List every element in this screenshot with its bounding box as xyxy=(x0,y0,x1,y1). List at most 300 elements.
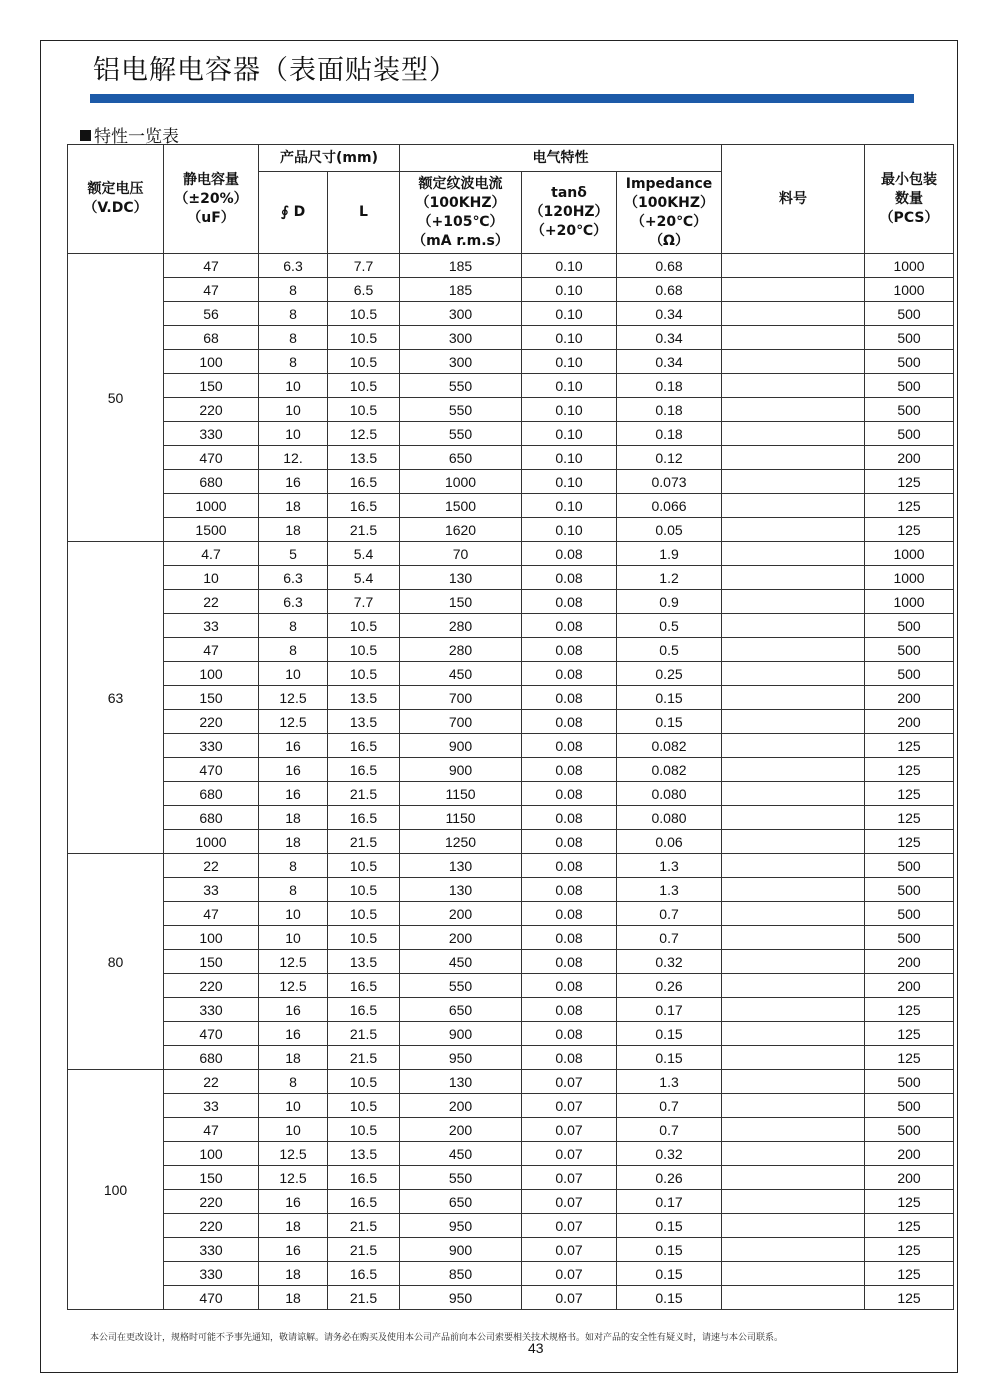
header-electrical: 电气特性 xyxy=(400,145,722,172)
cell-part-number xyxy=(722,1022,865,1046)
cell-dim-d: 10 xyxy=(259,1094,328,1118)
cell-dim-l: 13.5 xyxy=(328,950,400,974)
cell-impedance: 0.18 xyxy=(617,374,722,398)
cell-capacitance: 330 xyxy=(164,1238,259,1262)
cell-tan-delta: 0.07 xyxy=(522,1190,617,1214)
cell-dim-l: 10.5 xyxy=(328,1070,400,1094)
table-row xyxy=(68,782,954,806)
cell-capacitance: 220 xyxy=(164,1190,259,1214)
cell-dim-d: 18 xyxy=(259,518,328,542)
cell-dim-d: 8 xyxy=(259,302,328,326)
cell-part-number xyxy=(722,1238,865,1262)
cell-ripple-current: 650 xyxy=(400,446,522,470)
cell-min-pack: 1000 xyxy=(865,278,954,302)
cell-dim-l: 16.5 xyxy=(328,494,400,518)
square-bullet-icon xyxy=(80,130,91,141)
cell-capacitance: 22 xyxy=(164,1070,259,1094)
cell-dim-d: 16 xyxy=(259,734,328,758)
cell-impedance: 0.26 xyxy=(617,974,722,998)
cell-part-number xyxy=(722,254,865,278)
cell-part-number xyxy=(722,542,865,566)
cell-dim-d: 8 xyxy=(259,614,328,638)
cell-tan-delta: 0.07 xyxy=(522,1118,617,1142)
cell-impedance: 0.7 xyxy=(617,902,722,926)
cell-dim-d: 18 xyxy=(259,1286,328,1310)
cell-min-pack: 125 xyxy=(865,1262,954,1286)
cell-dim-l: 16.5 xyxy=(328,998,400,1022)
cell-capacitance: 680 xyxy=(164,1046,259,1070)
cell-capacitance: 33 xyxy=(164,614,259,638)
table-body xyxy=(68,254,954,1310)
cell-capacitance: 150 xyxy=(164,686,259,710)
title-underline-rule xyxy=(90,94,914,103)
cell-tan-delta: 0.10 xyxy=(522,446,617,470)
cell-rated-voltage: 63 xyxy=(68,542,164,854)
cell-dim-l: 21.5 xyxy=(328,782,400,806)
cell-dim-d: 18 xyxy=(259,806,328,830)
cell-impedance: 0.9 xyxy=(617,590,722,614)
cell-capacitance: 47 xyxy=(164,1118,259,1142)
cell-impedance: 0.12 xyxy=(617,446,722,470)
cell-tan-delta: 0.07 xyxy=(522,1286,617,1310)
cell-impedance: 0.15 xyxy=(617,1238,722,1262)
cell-capacitance: 330 xyxy=(164,734,259,758)
cell-part-number xyxy=(722,1094,865,1118)
cell-dim-d: 8 xyxy=(259,854,328,878)
cell-min-pack: 125 xyxy=(865,494,954,518)
cell-min-pack: 125 xyxy=(865,734,954,758)
cell-part-number xyxy=(722,686,865,710)
cell-impedance: 0.06 xyxy=(617,830,722,854)
cell-tan-delta: 0.08 xyxy=(522,926,617,950)
cell-dim-l: 16.5 xyxy=(328,470,400,494)
cell-ripple-current: 200 xyxy=(400,1094,522,1118)
cell-min-pack: 125 xyxy=(865,1022,954,1046)
cell-dim-l: 5.4 xyxy=(328,566,400,590)
cell-ripple-current: 450 xyxy=(400,662,522,686)
cell-capacitance: 22 xyxy=(164,590,259,614)
cell-tan-delta: 0.07 xyxy=(522,1166,617,1190)
table-row xyxy=(68,1286,954,1310)
cell-part-number xyxy=(722,470,865,494)
cell-min-pack: 200 xyxy=(865,950,954,974)
cell-impedance: 0.5 xyxy=(617,614,722,638)
table-row xyxy=(68,326,954,350)
cell-ripple-current: 1620 xyxy=(400,518,522,542)
cell-dim-d: 16 xyxy=(259,758,328,782)
cell-part-number xyxy=(722,974,865,998)
cell-impedance: 0.5 xyxy=(617,638,722,662)
cell-tan-delta: 0.07 xyxy=(522,1238,617,1262)
cell-tan-delta: 0.10 xyxy=(522,518,617,542)
cell-part-number xyxy=(722,998,865,1022)
cell-impedance: 0.18 xyxy=(617,422,722,446)
cell-dim-l: 10.5 xyxy=(328,398,400,422)
cell-dim-l: 10.5 xyxy=(328,902,400,926)
table-row xyxy=(68,1166,954,1190)
cell-impedance: 0.15 xyxy=(617,1262,722,1286)
cell-min-pack: 125 xyxy=(865,1046,954,1070)
cell-capacitance: 47 xyxy=(164,278,259,302)
cell-dim-d: 18 xyxy=(259,494,328,518)
cell-dim-d: 16 xyxy=(259,1022,328,1046)
table-row xyxy=(68,926,954,950)
header-dimensions: 产品尺寸(mm) xyxy=(259,145,400,172)
cell-ripple-current: 650 xyxy=(400,1190,522,1214)
cell-min-pack: 125 xyxy=(865,830,954,854)
cell-dim-l: 10.5 xyxy=(328,662,400,686)
cell-dim-l: 21.5 xyxy=(328,1238,400,1262)
cell-min-pack: 500 xyxy=(865,1094,954,1118)
cell-dim-d: 10 xyxy=(259,422,328,446)
cell-min-pack: 500 xyxy=(865,1070,954,1094)
table-row xyxy=(68,518,954,542)
cell-ripple-current: 450 xyxy=(400,1142,522,1166)
table-row xyxy=(68,902,954,926)
cell-capacitance: 100 xyxy=(164,350,259,374)
cell-dim-l: 16.5 xyxy=(328,974,400,998)
cell-capacitance: 680 xyxy=(164,782,259,806)
cell-dim-l: 10.5 xyxy=(328,854,400,878)
cell-part-number xyxy=(722,854,865,878)
cell-tan-delta: 0.07 xyxy=(522,1094,617,1118)
cell-impedance: 0.17 xyxy=(617,998,722,1022)
cell-impedance: 0.68 xyxy=(617,278,722,302)
cell-dim-d: 8 xyxy=(259,278,328,302)
cell-dim-d: 12.5 xyxy=(259,950,328,974)
cell-ripple-current: 1250 xyxy=(400,830,522,854)
cell-dim-l: 21.5 xyxy=(328,830,400,854)
diameter-symbol-icon: ∮ xyxy=(280,204,289,220)
cell-min-pack: 125 xyxy=(865,470,954,494)
cell-tan-delta: 0.08 xyxy=(522,974,617,998)
cell-ripple-current: 1150 xyxy=(400,806,522,830)
cell-capacitance: 220 xyxy=(164,974,259,998)
cell-dim-l: 16.5 xyxy=(328,734,400,758)
cell-part-number xyxy=(722,710,865,734)
cell-impedance: 1.3 xyxy=(617,1070,722,1094)
cell-ripple-current: 200 xyxy=(400,1118,522,1142)
cell-part-number xyxy=(722,518,865,542)
table-row xyxy=(68,830,954,854)
cell-capacitance: 1000 xyxy=(164,494,259,518)
cell-impedance: 0.15 xyxy=(617,1214,722,1238)
cell-tan-delta: 0.08 xyxy=(522,1046,617,1070)
cell-dim-d: 18 xyxy=(259,830,328,854)
cell-ripple-current: 850 xyxy=(400,1262,522,1286)
cell-min-pack: 125 xyxy=(865,806,954,830)
cell-tan-delta: 0.07 xyxy=(522,1070,617,1094)
cell-min-pack: 125 xyxy=(865,1190,954,1214)
cell-dim-d: 8 xyxy=(259,1070,328,1094)
cell-tan-delta: 0.08 xyxy=(522,782,617,806)
cell-ripple-current: 185 xyxy=(400,254,522,278)
header-dim-d: ∮ D xyxy=(259,172,328,254)
table-row xyxy=(68,1238,954,1262)
cell-capacitance: 470 xyxy=(164,1022,259,1046)
cell-dim-l: 10.5 xyxy=(328,374,400,398)
cell-min-pack: 500 xyxy=(865,302,954,326)
cell-min-pack: 1000 xyxy=(865,566,954,590)
cell-min-pack: 500 xyxy=(865,326,954,350)
cell-dim-d: 12.5 xyxy=(259,1166,328,1190)
table-row xyxy=(68,1046,954,1070)
cell-dim-d: 10 xyxy=(259,374,328,398)
cell-ripple-current: 130 xyxy=(400,878,522,902)
cell-capacitance: 470 xyxy=(164,446,259,470)
cell-impedance: 0.082 xyxy=(617,758,722,782)
cell-dim-d: 12. xyxy=(259,446,328,470)
cell-dim-d: 5 xyxy=(259,542,328,566)
header-dim-l: L xyxy=(328,172,400,254)
table-row xyxy=(68,1022,954,1046)
cell-part-number xyxy=(722,734,865,758)
header-rated-voltage: 额定电压 （V.DC） xyxy=(68,145,164,254)
cell-capacitance: 4.7 xyxy=(164,542,259,566)
cell-ripple-current: 280 xyxy=(400,614,522,638)
cell-ripple-current: 550 xyxy=(400,1166,522,1190)
cell-ripple-current: 1000 xyxy=(400,470,522,494)
cell-ripple-current: 550 xyxy=(400,374,522,398)
cell-part-number xyxy=(722,902,865,926)
cell-part-number xyxy=(722,782,865,806)
cell-tan-delta: 0.08 xyxy=(522,830,617,854)
cell-part-number xyxy=(722,830,865,854)
cell-capacitance: 150 xyxy=(164,374,259,398)
cell-dim-l: 16.5 xyxy=(328,806,400,830)
page-title: 铝电解电容器（表面贴装型） xyxy=(93,55,457,86)
cell-min-pack: 125 xyxy=(865,758,954,782)
cell-dim-d: 16 xyxy=(259,1238,328,1262)
cell-impedance: 1.3 xyxy=(617,878,722,902)
cell-ripple-current: 200 xyxy=(400,902,522,926)
table-row xyxy=(68,566,954,590)
cell-dim-l: 5.4 xyxy=(328,542,400,566)
cell-dim-d: 16 xyxy=(259,998,328,1022)
table-row xyxy=(68,878,954,902)
cell-min-pack: 200 xyxy=(865,446,954,470)
cell-impedance: 0.17 xyxy=(617,1190,722,1214)
cell-dim-d: 12.5 xyxy=(259,686,328,710)
cell-ripple-current: 300 xyxy=(400,326,522,350)
cell-ripple-current: 950 xyxy=(400,1286,522,1310)
table-row xyxy=(68,854,954,878)
cell-part-number xyxy=(722,1142,865,1166)
cell-tan-delta: 0.08 xyxy=(522,758,617,782)
cell-capacitance: 100 xyxy=(164,926,259,950)
cell-part-number xyxy=(722,614,865,638)
table-row xyxy=(68,446,954,470)
table-row xyxy=(68,806,954,830)
cell-part-number xyxy=(722,758,865,782)
cell-ripple-current: 130 xyxy=(400,566,522,590)
cell-capacitance: 220 xyxy=(164,398,259,422)
table-row xyxy=(68,1262,954,1286)
cell-min-pack: 500 xyxy=(865,926,954,950)
cell-part-number xyxy=(722,1118,865,1142)
cell-min-pack: 1000 xyxy=(865,542,954,566)
cell-tan-delta: 0.10 xyxy=(522,278,617,302)
cell-dim-l: 10.5 xyxy=(328,1094,400,1118)
cell-impedance: 0.7 xyxy=(617,1118,722,1142)
cell-min-pack: 500 xyxy=(865,662,954,686)
cell-min-pack: 500 xyxy=(865,854,954,878)
cell-dim-d: 6.3 xyxy=(259,254,328,278)
cell-dim-l: 13.5 xyxy=(328,1142,400,1166)
cell-impedance: 0.32 xyxy=(617,1142,722,1166)
cell-min-pack: 200 xyxy=(865,710,954,734)
cell-impedance: 0.15 xyxy=(617,1022,722,1046)
cell-impedance: 0.34 xyxy=(617,350,722,374)
cell-capacitance: 10 xyxy=(164,566,259,590)
cell-capacitance: 1500 xyxy=(164,518,259,542)
cell-tan-delta: 0.08 xyxy=(522,878,617,902)
cell-min-pack: 125 xyxy=(865,782,954,806)
cell-dim-l: 21.5 xyxy=(328,1214,400,1238)
cell-dim-l: 10.5 xyxy=(328,614,400,638)
cell-part-number xyxy=(722,878,865,902)
cell-dim-l: 10.5 xyxy=(328,350,400,374)
cell-dim-l: 10.5 xyxy=(328,302,400,326)
cell-part-number xyxy=(722,590,865,614)
cell-tan-delta: 0.08 xyxy=(522,686,617,710)
cell-impedance: 0.18 xyxy=(617,398,722,422)
cell-capacitance: 150 xyxy=(164,1166,259,1190)
cell-dim-l: 10.5 xyxy=(328,1118,400,1142)
cell-part-number xyxy=(722,422,865,446)
cell-dim-d: 8 xyxy=(259,638,328,662)
cell-dim-d: 18 xyxy=(259,1046,328,1070)
cell-ripple-current: 1500 xyxy=(400,494,522,518)
cell-ripple-current: 1150 xyxy=(400,782,522,806)
cell-ripple-current: 900 xyxy=(400,758,522,782)
cell-impedance: 0.34 xyxy=(617,302,722,326)
header-ripple-current: 额定纹波电流 （100KHZ） （+105℃） （mA r.m.s） xyxy=(400,172,522,254)
cell-dim-d: 10 xyxy=(259,902,328,926)
cell-capacitance: 33 xyxy=(164,1094,259,1118)
cell-tan-delta: 0.08 xyxy=(522,902,617,926)
cell-tan-delta: 0.07 xyxy=(522,1142,617,1166)
cell-ripple-current: 700 xyxy=(400,686,522,710)
footer-disclaimer: 本公司在更改设计，规格时可能不予事先通知，敬请谅解。请务必在购买及使用本公司产品前向本公司索要相关技术规格书。如对产品的安全性有疑义时，请速与本公司联系。 xyxy=(90,1333,784,1343)
table-row xyxy=(68,1118,954,1142)
cell-impedance: 0.073 xyxy=(617,470,722,494)
cell-dim-d: 12.5 xyxy=(259,1142,328,1166)
cell-capacitance: 56 xyxy=(164,302,259,326)
cell-part-number xyxy=(722,278,865,302)
cell-tan-delta: 0.10 xyxy=(522,470,617,494)
cell-min-pack: 500 xyxy=(865,422,954,446)
cell-ripple-current: 650 xyxy=(400,998,522,1022)
cell-impedance: 0.15 xyxy=(617,686,722,710)
cell-impedance: 0.7 xyxy=(617,1094,722,1118)
cell-part-number xyxy=(722,926,865,950)
cell-ripple-current: 150 xyxy=(400,590,522,614)
cell-ripple-current: 900 xyxy=(400,1022,522,1046)
cell-ripple-current: 950 xyxy=(400,1046,522,1070)
cell-part-number xyxy=(722,350,865,374)
cell-ripple-current: 300 xyxy=(400,302,522,326)
cell-part-number xyxy=(722,1070,865,1094)
cell-tan-delta: 0.10 xyxy=(522,398,617,422)
cell-dim-d: 16 xyxy=(259,1190,328,1214)
cell-dim-l: 21.5 xyxy=(328,1022,400,1046)
cell-impedance: 1.3 xyxy=(617,854,722,878)
cell-dim-l: 6.5 xyxy=(328,278,400,302)
cell-dim-l: 16.5 xyxy=(328,1166,400,1190)
table-row xyxy=(68,1190,954,1214)
cell-ripple-current: 200 xyxy=(400,926,522,950)
cell-min-pack: 500 xyxy=(865,614,954,638)
cell-part-number xyxy=(722,302,865,326)
cell-dim-d: 10 xyxy=(259,398,328,422)
cell-dim-l: 16.5 xyxy=(328,1190,400,1214)
cell-tan-delta: 0.10 xyxy=(522,350,617,374)
cell-dim-l: 16.5 xyxy=(328,758,400,782)
cell-dim-l: 10.5 xyxy=(328,878,400,902)
cell-tan-delta: 0.08 xyxy=(522,542,617,566)
cell-capacitance: 100 xyxy=(164,662,259,686)
table-row xyxy=(68,950,954,974)
cell-capacitance: 220 xyxy=(164,710,259,734)
cell-impedance: 0.68 xyxy=(617,254,722,278)
cell-capacitance: 47 xyxy=(164,902,259,926)
cell-dim-d: 6.3 xyxy=(259,590,328,614)
cell-capacitance: 680 xyxy=(164,806,259,830)
cell-tan-delta: 0.08 xyxy=(522,854,617,878)
cell-dim-l: 21.5 xyxy=(328,1286,400,1310)
cell-dim-l: 7.7 xyxy=(328,590,400,614)
cell-ripple-current: 280 xyxy=(400,638,522,662)
cell-dim-l: 10.5 xyxy=(328,926,400,950)
table-row xyxy=(68,374,954,398)
cell-ripple-current: 550 xyxy=(400,398,522,422)
table-row xyxy=(68,614,954,638)
cell-part-number xyxy=(722,1214,865,1238)
cell-dim-l: 13.5 xyxy=(328,686,400,710)
table-row xyxy=(68,734,954,758)
cell-tan-delta: 0.08 xyxy=(522,950,617,974)
cell-dim-l: 13.5 xyxy=(328,446,400,470)
header-min-pack: 最小包装 数量 （PCS） xyxy=(865,145,954,254)
table-row xyxy=(68,494,954,518)
cell-part-number xyxy=(722,1046,865,1070)
table-row xyxy=(68,398,954,422)
cell-part-number xyxy=(722,806,865,830)
cell-impedance: 0.082 xyxy=(617,734,722,758)
table-row xyxy=(68,1142,954,1166)
cell-rated-voltage: 80 xyxy=(68,854,164,1070)
table-row xyxy=(68,638,954,662)
cell-tan-delta: 0.08 xyxy=(522,638,617,662)
cell-part-number xyxy=(722,566,865,590)
cell-impedance: 1.2 xyxy=(617,566,722,590)
table-row xyxy=(68,998,954,1022)
cell-dim-d: 10 xyxy=(259,1118,328,1142)
cell-min-pack: 500 xyxy=(865,902,954,926)
header-impedance: Impedance （100KHZ） （+20℃） （Ω） xyxy=(617,172,722,254)
cell-dim-d: 16 xyxy=(259,470,328,494)
cell-capacitance: 68 xyxy=(164,326,259,350)
cell-ripple-current: 300 xyxy=(400,350,522,374)
cell-capacitance: 47 xyxy=(164,254,259,278)
cell-capacitance: 330 xyxy=(164,422,259,446)
cell-part-number xyxy=(722,446,865,470)
cell-min-pack: 500 xyxy=(865,878,954,902)
cell-capacitance: 330 xyxy=(164,998,259,1022)
cell-dim-d: 8 xyxy=(259,350,328,374)
cell-part-number xyxy=(722,1262,865,1286)
